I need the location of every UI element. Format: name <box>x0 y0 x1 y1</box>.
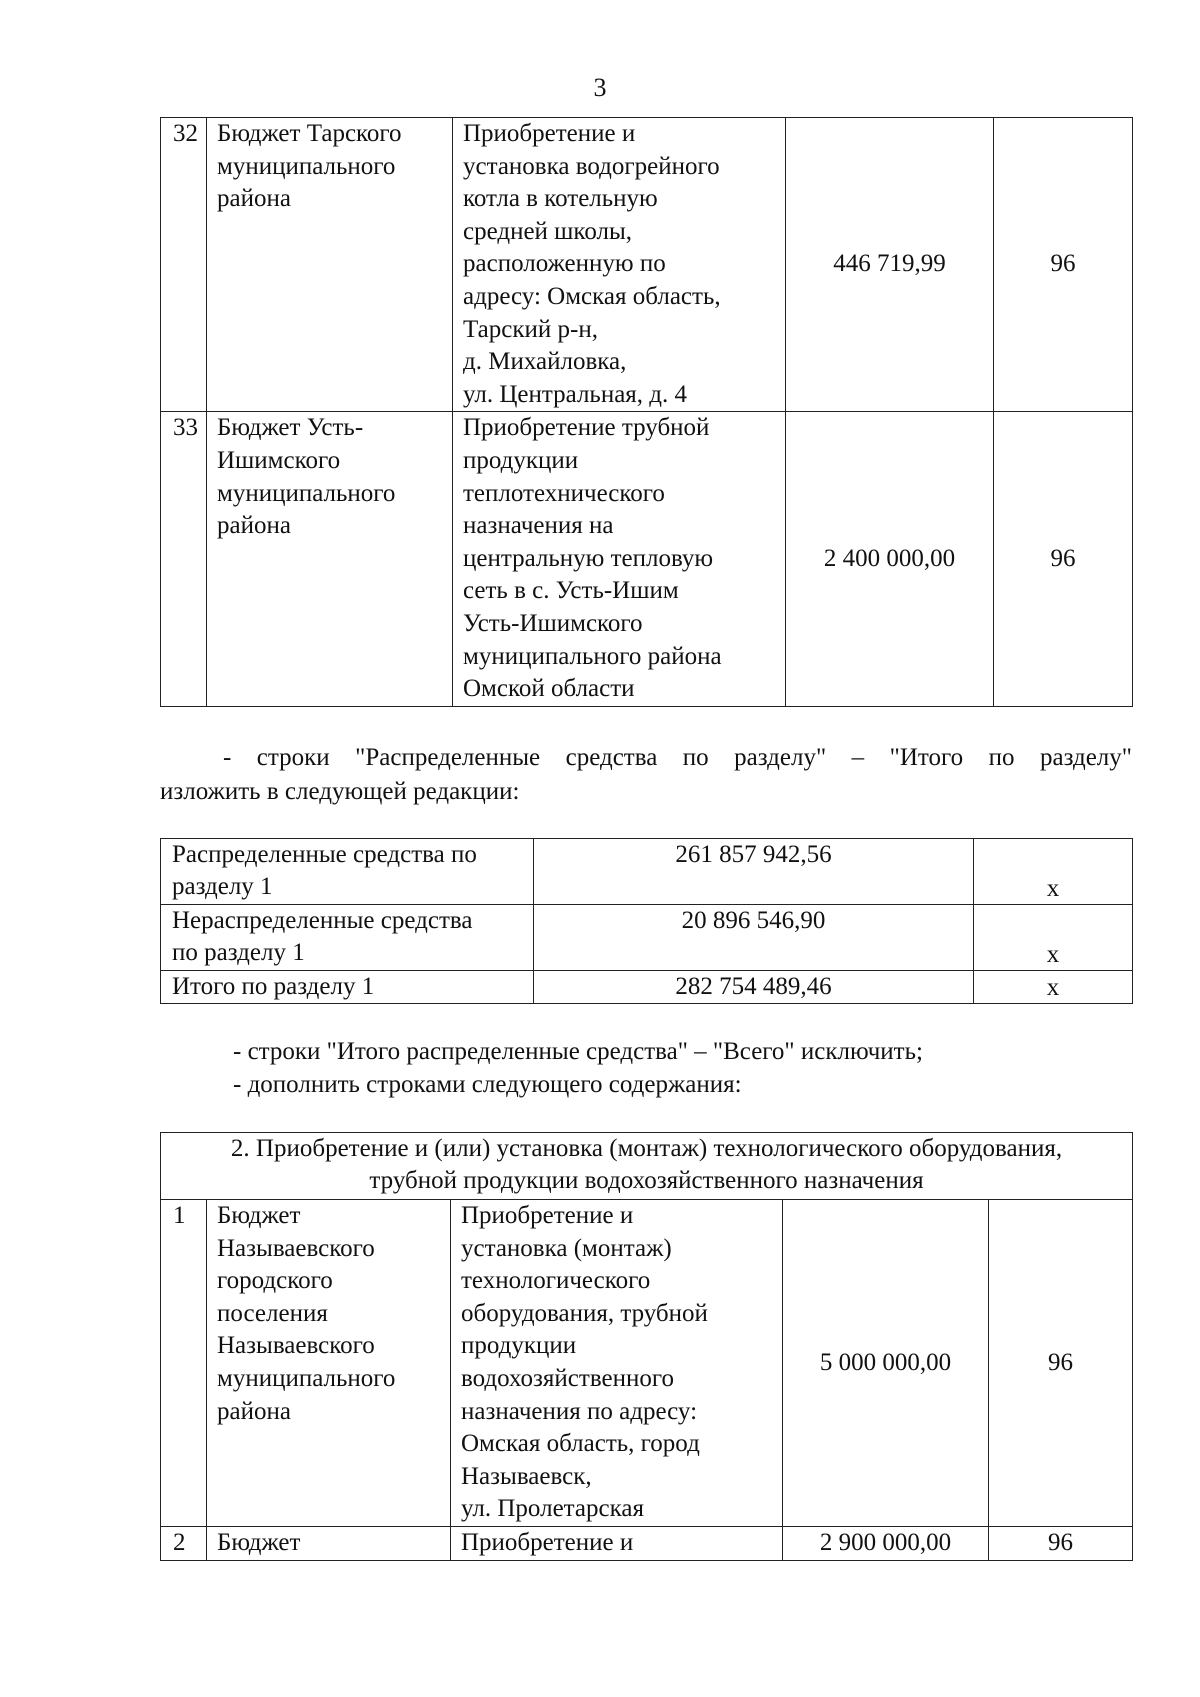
section-header-row <box>161 1133 1133 1200</box>
percent: 96 <box>989 1200 1133 1527</box>
row-number: 33 <box>161 412 207 706</box>
page-number: 3 <box>593 73 607 102</box>
totals-label: Нераспределенные средства по разделу 1 <box>161 905 534 971</box>
amendment-paragraph-1 <box>160 741 1132 809</box>
amount: 2 400 000,00 <box>786 412 994 706</box>
percent: 96 <box>989 1526 1133 1560</box>
row-number: 32 <box>161 118 207 412</box>
totals-label: Итого по разделу 1 <box>161 971 534 1004</box>
purpose-description: Приобретение и установка (монтаж) технологического оборудования, трубной продукции водохозяйственного назначения по адресу: Омская область, город Называевск, ул. Пролетарская <box>451 1200 783 1527</box>
percent: 96 <box>994 118 1133 412</box>
totals-mark: x <box>974 971 1133 1004</box>
paragraph-line: изложить в следующей редакции: <box>160 778 520 805</box>
purpose-description: Приобретение и установка водогрейного котла в котельную средней школы, расположенную по адресу: Омская область, Тарский р-н, д. Михайловка, ул. Центральная, д. 4 <box>453 118 786 412</box>
paragraph-line: - строки "Распределенные средства по разделу" – "Итого по разделу" <box>223 744 1132 771</box>
new-section-table <box>160 1132 1133 1561</box>
purpose-description: Приобретение и <box>451 1526 783 1560</box>
budget-name: Бюджет Усть- Ишимского муниципального района <box>207 412 453 706</box>
row-number: 2 <box>161 1526 207 1560</box>
paragraph-line: - дополнить строками следующего содержания: <box>233 1071 742 1098</box>
paragraph-line: - строки "Итого распределенные средства" – "Всего" исключить; <box>233 1038 923 1065</box>
amount: 2 900 000,00 <box>783 1526 989 1560</box>
purpose-description: Приобретение трубной продукции теплотехнического назначения на центральную тепловую сеть в с. Усть-Ишим Усть-Ишимского муниципального района Омской области <box>453 412 786 706</box>
table-row <box>161 839 1133 905</box>
totals-amount: 20 896 546,90 <box>534 905 974 971</box>
row-number: 1 <box>161 1200 207 1527</box>
budget-name: Бюджет Называевского городского поселения Называевского муниципального района <box>207 1200 451 1527</box>
section-header: 2. Приобретение и (или) установка (монтаж) технологического оборудования, трубной продукции водохозяйственного назначения <box>161 1133 1133 1200</box>
totals-mark: x <box>974 839 1133 905</box>
totals-amount: 261 857 942,56 <box>534 839 974 905</box>
table-row <box>161 905 1133 971</box>
table-row <box>161 118 1133 412</box>
table-row <box>161 971 1133 1004</box>
budget-name: Бюджет <box>207 1526 451 1560</box>
totals-label: Распределенные средства по разделу 1 <box>161 839 534 905</box>
amendment-paragraph-2 <box>233 1035 1133 1101</box>
totals-amount: 282 754 489,46 <box>534 971 974 1004</box>
percent: 96 <box>994 412 1133 706</box>
table-row <box>161 1200 1133 1527</box>
budget-name: Бюджет Тарского муниципального района <box>207 118 453 412</box>
amount: 5 000 000,00 <box>783 1200 989 1527</box>
amount: 446 719,99 <box>786 118 994 412</box>
table-row <box>161 412 1133 706</box>
totals-mark: x <box>974 905 1133 971</box>
section-totals-table <box>160 838 1133 1004</box>
table-row <box>161 1526 1133 1560</box>
allocation-table-continued <box>160 117 1133 707</box>
